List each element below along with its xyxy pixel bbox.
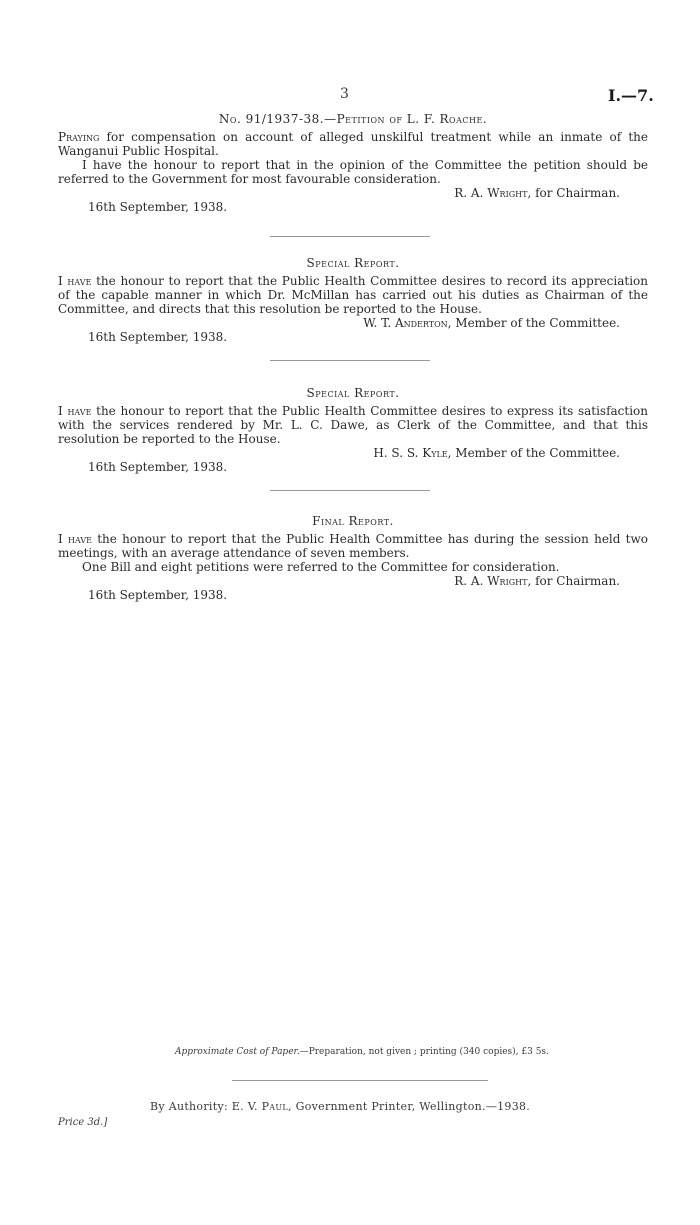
final-report-date: 16th September, 1938. bbox=[88, 588, 228, 602]
final-report bbox=[58, 514, 648, 602]
special-report-2-text: the honour to report that the Public Health Committee desires to express its satisfaction with the services rendered by Mr. L. C. Dawe, as Clerk of the Committee, and that this resolution be reported to the House. bbox=[58, 404, 649, 446]
petition-prayer bbox=[58, 130, 648, 158]
petition-signature-role: , for Chairman. bbox=[527, 186, 620, 200]
petition-date: 16th September, 1938. bbox=[88, 200, 228, 214]
cost-of-paper-text: —Preparation, not given ; printing (340 copies), £3 5s. bbox=[299, 1047, 549, 1057]
special-report-2 bbox=[58, 386, 648, 474]
special-report-2-signature bbox=[58, 446, 648, 460]
petition-section bbox=[58, 112, 648, 214]
price: Price 3d.] bbox=[58, 1117, 108, 1128]
petition-report: I have the honour to report that in the opinion of the Committee the petition should be referred to the Government for most favourable consideration. bbox=[58, 158, 648, 186]
petition-heading: No. 91/1937-38.—Petition of L. F. Roache. bbox=[218, 112, 488, 126]
final-report-signature-name: R. A. Wright bbox=[454, 574, 528, 588]
special-report-2-signature-role: , Member of the Committee. bbox=[447, 446, 620, 460]
final-report-heading: Final Report. bbox=[312, 514, 394, 528]
footer-divider bbox=[232, 1080, 488, 1081]
special-report-2-date: 16th September, 1938. bbox=[88, 460, 228, 474]
printer-name: E. V. Paul bbox=[231, 1100, 289, 1113]
printer-imprint bbox=[150, 1100, 530, 1113]
special-report-2-heading: Special Report. bbox=[306, 386, 400, 400]
final-report-lead: I have bbox=[58, 532, 92, 546]
special-report-1-text: the honour to report that the Public Health Committee desires to record its appreciation of the capable manner in which Dr. McMillan has carried out his duties as Chairman of the Committee, and directs that this resolution be reported to the House. bbox=[58, 274, 648, 316]
special-report-1-signature bbox=[58, 316, 648, 330]
page-number: 3 bbox=[340, 86, 349, 102]
petition-signature bbox=[58, 186, 648, 200]
final-report-signature bbox=[58, 574, 648, 588]
final-report-text: the honour to report that the Public Health Committee has during the session held two meetings, with an average attendance of seven members. bbox=[58, 532, 648, 560]
cost-of-paper-label: Approximate Cost of Paper. bbox=[175, 1047, 300, 1057]
document-reference: I.—7. bbox=[608, 86, 654, 105]
special-report-2-body bbox=[58, 404, 648, 446]
petition-signature-name: R. A. Wright bbox=[454, 186, 528, 200]
petition-prayer-text: for compensation on account of alleged unskilful treatment while an inmate of the Wanganui Public Hospital. bbox=[58, 130, 648, 158]
petition-prayer-lead: Praying bbox=[58, 130, 100, 144]
printer-place: , Government Printer, Wellington.—1938. bbox=[288, 1100, 531, 1113]
final-report-signature-role: , for Chairman. bbox=[527, 574, 620, 588]
special-report-1-heading: Special Report. bbox=[306, 256, 400, 270]
special-report-1-signature-role: , Member of the Committee. bbox=[447, 316, 620, 330]
section-divider bbox=[270, 490, 430, 491]
cost-of-paper bbox=[175, 1047, 549, 1057]
special-report-1-body bbox=[58, 274, 648, 316]
special-report-1-lead: I have bbox=[58, 274, 92, 288]
final-report-body bbox=[58, 532, 648, 560]
special-report-1-signature-name: W. T. Anderton bbox=[363, 316, 448, 330]
section-divider bbox=[270, 360, 430, 361]
special-report-1-date: 16th September, 1938. bbox=[88, 330, 228, 344]
section-divider bbox=[270, 236, 430, 237]
special-report-2-lead: I have bbox=[58, 404, 92, 418]
printer-authority: By Authority: bbox=[150, 1100, 232, 1113]
special-report-2-signature-name: H. S. S. Kyle bbox=[373, 446, 448, 460]
final-report-bills: One Bill and eight petitions were referred to the Committee for consideration. bbox=[82, 560, 560, 574]
special-report-1 bbox=[58, 256, 648, 344]
